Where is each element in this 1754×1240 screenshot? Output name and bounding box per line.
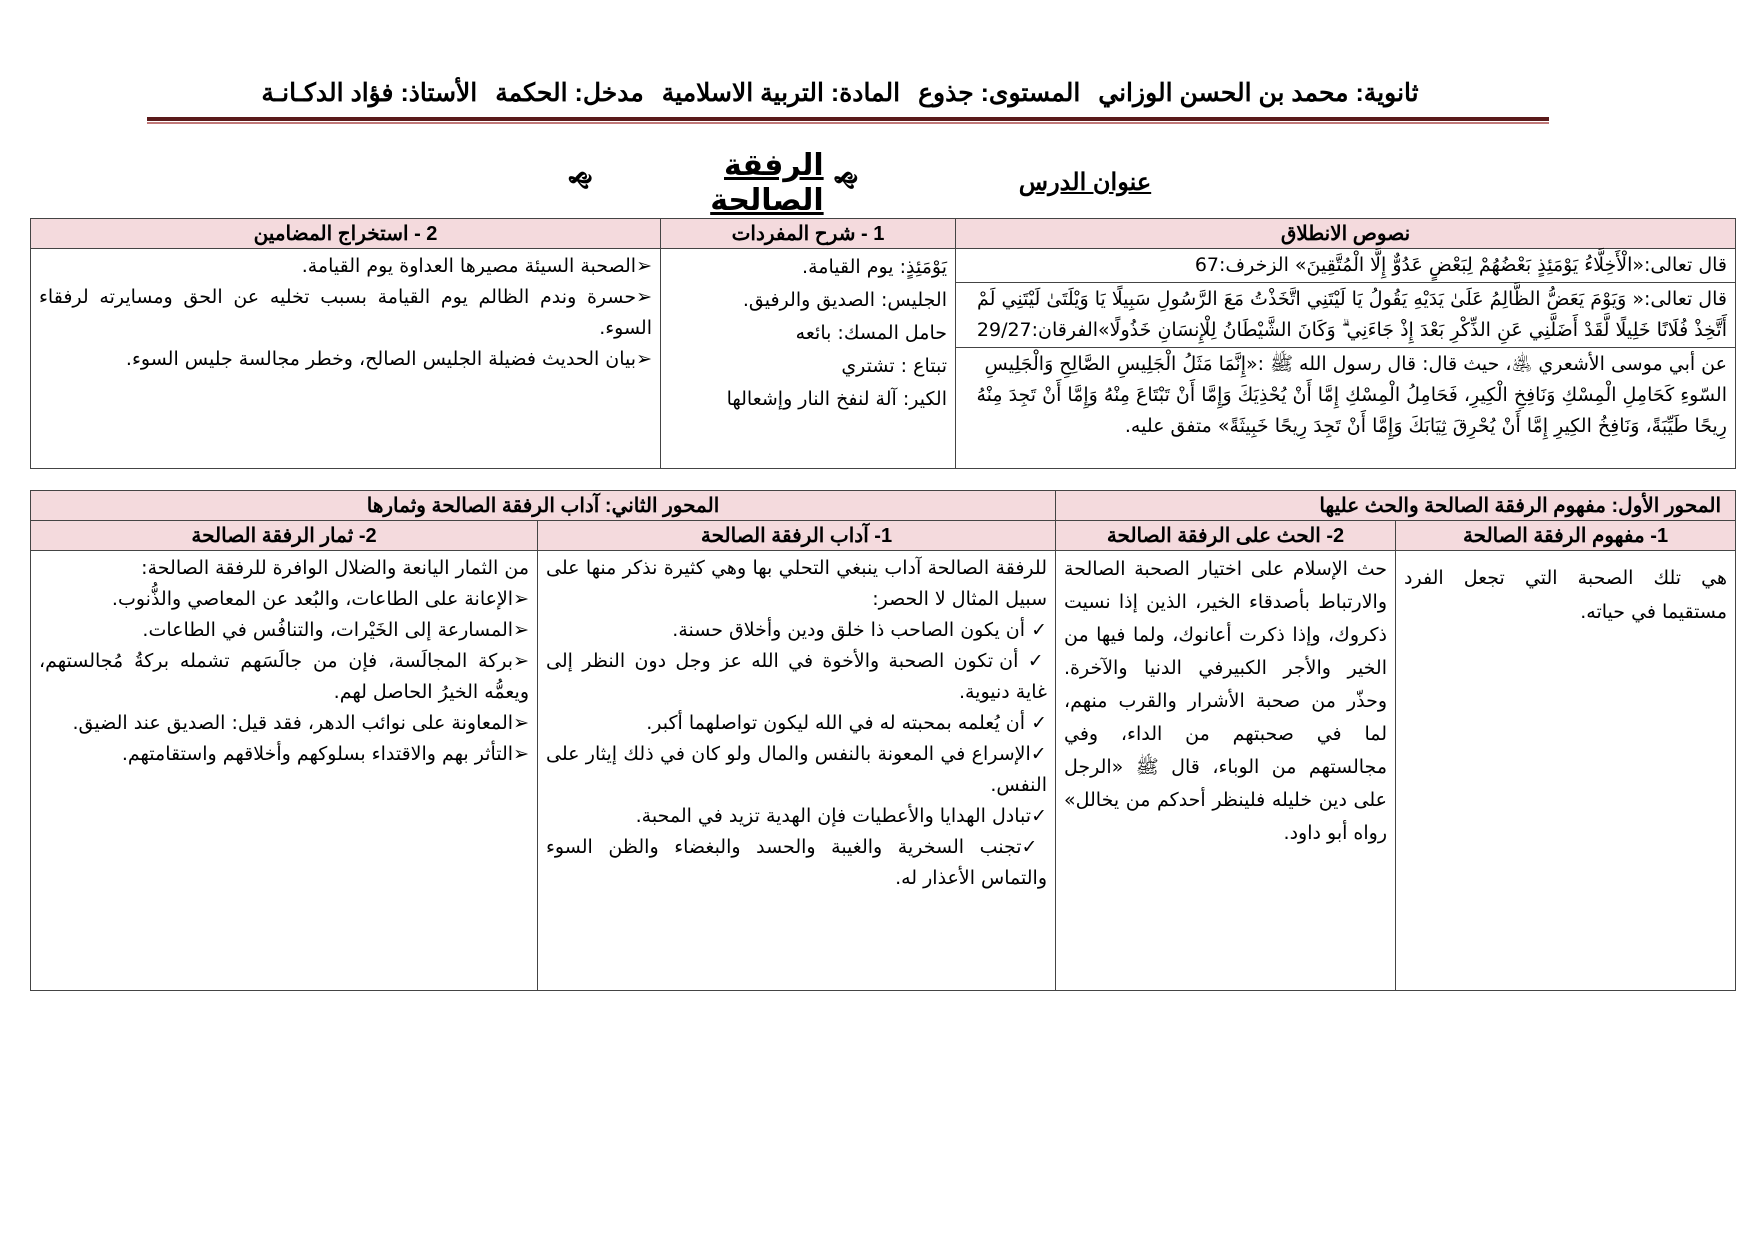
school-name: ثانوية: محمد بن الحسن الوزاني <box>1098 79 1419 107</box>
axis2-header: المحور الثاني: آداب الرفقة الصالحة وثمارها <box>31 491 1056 521</box>
urge-text: حث الإسلام على اختيار الصحبة الصالحة والارتباط بأصدقاء الخير، الذين إذا نسيت ذكروك، وإذا ذكرت أعانوك، ولما فيها من الخير والأجر الكبيرفي الدنيا والآخرة. وحذّر من صحبة الأشرار والقرب منهم، لما في صحبتهم من الداء، وفي مجالستهم من الوباء، قال ﷺ «الرجل على دين خليله فلينظر أحدكم من يخالل» رواه أبو داود. <box>1056 551 1396 991</box>
level: المستوى: جذوع <box>918 79 1081 107</box>
arrow-bullet-icon: ➢ <box>513 650 529 672</box>
fruit-item: ➢الإعانة على الطاعات، والبُعد عن المعاصي والذُّنوب. <box>111 588 529 610</box>
starting-texts-table <box>30 218 1736 469</box>
arrow-bullet-icon: ➢ <box>513 712 529 734</box>
content-item: ➢الصحبة السيئة مصيرها العداوة يوم القيامة. <box>301 255 652 277</box>
text-verse-1: قال تعالى:«الْأَخِلَّاءُ يَوْمَئِذٍ بَعْضُهُمْ لِبَعْضٍ عَدُوٌّ إِلَّا الْمُتَّقِينَ» الزخرف:67 <box>1194 254 1727 276</box>
arrow-bullet-icon: ➢ <box>636 348 652 370</box>
arrow-bullet-icon: ➢ <box>636 255 652 277</box>
check-icon: ✓ <box>1027 650 1048 672</box>
lesson-title <box>568 148 858 218</box>
manner-item: ✓تبادل الهدايا والأعطيات فإن الهدية تزيد في المحبة. <box>635 805 1047 827</box>
header-vocab: 1 - شرح المفردات <box>661 219 956 249</box>
check-icon: ✓ <box>1031 619 1047 641</box>
header-texts: نصوص الانطلاق <box>956 219 1736 249</box>
axis1-header: المحور الأول: مفهوم الرفقة الصالحة والحث عليها <box>1056 491 1736 521</box>
arrow-bullet-icon: ➢ <box>513 588 529 610</box>
check-icon: ✓ <box>1021 836 1047 858</box>
ornament-icon: 🙝 <box>568 169 593 194</box>
axes-table <box>30 490 1736 991</box>
arrow-bullet-icon: ➢ <box>513 619 529 641</box>
entry: مدخل: الحكمة <box>495 79 644 107</box>
vocab-item: الكير: آلة لنفخ النار وإشعالها <box>726 388 947 410</box>
teacher: الأستاذ: فؤاد الدكـانـة <box>261 79 478 107</box>
fruits-intro: من الثمار اليانعة والضلال الوافرة للرفقة الصالحة: <box>141 557 529 579</box>
concept-text: هي تلك الصحبة التي تجعل الفرد مستقيما في حياته. <box>1396 551 1736 991</box>
vocab-item: الجليس: الصديق والرفيق. <box>742 289 947 311</box>
content-item: ➢حسرة وندم الظالم يوم القيامة بسبب تخليه عن الحق ومسايرته لرفقاء السوء. <box>39 286 652 339</box>
fruit-item: ➢بركة المجالَسة، فإن من جالَسَهم تشمله بركةُ مُجالستهم، ويعمُّه الخيرُ الحاصل لهم. <box>39 650 529 703</box>
manner-item: ✓ أن يكون الصاحب ذا خلق ودين وأخلاق حسنة. <box>672 619 1047 641</box>
manner-item: ✓ أن تكون الصحبة والأخوة في الله عز وجل دون النظر إلى غاية دنيوية. <box>546 650 1048 703</box>
sub-urge: 2- الحث على الرفقة الصالحة <box>1056 521 1396 551</box>
header-contents: 2 - استخراج المضامين <box>31 219 661 249</box>
sub-manners: 1- آداب الرفقة الصالحة <box>538 521 1056 551</box>
fruits-list <box>31 551 538 991</box>
header-divider-light <box>147 122 1549 124</box>
arrow-bullet-icon: ➢ <box>636 286 652 308</box>
check-icon: ✓ <box>1031 805 1047 827</box>
sub-concept: 1- مفهوم الرفقة الصالحة <box>1396 521 1736 551</box>
arrow-bullet-icon: ➢ <box>513 743 529 765</box>
page-header <box>150 72 1530 114</box>
manners-list <box>538 551 1056 991</box>
vocab-item: حامل المسك: بائعه <box>795 322 947 344</box>
manner-item: ✓الإسراع في المعونة بالنفس والمال ولو كان في ذلك إيثار على النفس. <box>546 743 1047 796</box>
content-item: ➢بيان الحديث فضيلة الجليس الصالح، وخطر مجالسة جليس السوء. <box>125 348 652 370</box>
manner-item: ✓تجنب السخرية والغيبة والحسد والبغضاء والظن السوء والتماس الأعذار له. <box>546 836 1047 889</box>
header-divider <box>147 117 1549 121</box>
fruit-item: ➢المعاونة على نوائب الدهر، فقد قيل: الصديق عند الضيق. <box>72 712 529 734</box>
subject: المادة: التربية الاسلامية <box>661 79 901 107</box>
check-icon: ✓ <box>1030 743 1047 765</box>
manner-item: ✓ أن يُعلمه بمحبته له في الله ليكون تواصلهما أكبر. <box>646 712 1047 734</box>
ornament-icon: 🙝 <box>833 169 858 194</box>
contents-list <box>31 249 661 469</box>
lesson-label: عنوان الدرس <box>1018 169 1152 196</box>
check-icon: ✓ <box>1031 712 1047 734</box>
starting-texts <box>956 249 1736 469</box>
text-hadith: عن أبي موسى الأشعري ﵁، حيث قال: قال رسول الله ﷺ :«إِنَّمَا مَثَلُ الْجَلِيسِ الصَّالِحِ وَالْجَلِيسِ السّوءِ كَحَامِلِ الْمِسْكِ وَنَافِخِ الْكِيرِ، فَحَامِلُ الْمِسْكِ إِمَّا أَنْ يُحْذِيَكَ وَإِمَّا أَنْ تَبْتَاعَ مِنْهُ وَإِمَّا أَنْ تَجِدَ مِنْهُ رِيحًا طَيِّبَةً، وَنَافِخُ الكِيرِ إِمَّا أَنْ يُحْرِقَ ثِيَابَكَ وَإِمَّا أَنْ تَجِدَ رِيحًا خَبِيثَةً» متفق عليه. <box>956 347 1735 443</box>
lesson-title-text: الرفقة الصالحة <box>710 148 824 218</box>
sub-fruits: 2- ثمار الرفقة الصالحة <box>31 521 538 551</box>
vocab-item: يَوْمَئِذٍ: يوم القيامة. <box>802 256 947 278</box>
text-verse-2: قال تعالى:« وَيَوْمَ يَعَضُّ الظَّالِمُ عَلَىٰ يَدَيْهِ يَقُولُ يَا لَيْتَنِي اتَّخَذْتُ مَعَ الرَّسُولِ سَبِيلًا يَا وَيْلَتَىٰ لَيْتَنِي لَمْ أَتَّخِذْ فُلَانًا خَلِيلًا لَّقَدْ أَضَلَّنِي عَنِ الذِّكْرِ بَعْدَ إِذْ جَاءَنِي ۗ وَكَانَ الشَّيْطَانُ لِلْإِنسَانِ خَذُولًا»الفرقان:29/27 <box>956 282 1735 347</box>
fruit-item: ➢المسارعة إلى الخَيْرات، والتنافُس في الطاعات. <box>142 619 529 641</box>
vocab-item: تبتاع : تشتري <box>841 355 947 377</box>
fruit-item: ➢التأثر بهم والاقتداء بسلوكهم وأخلاقهم واستقامتهم. <box>121 743 529 765</box>
manners-intro: للرفقة الصالحة آداب ينبغي التحلي بها وهي كثيرة نذكر منها على سبيل المثال لا الحصر: <box>546 557 1047 610</box>
vocab-list <box>661 249 956 469</box>
